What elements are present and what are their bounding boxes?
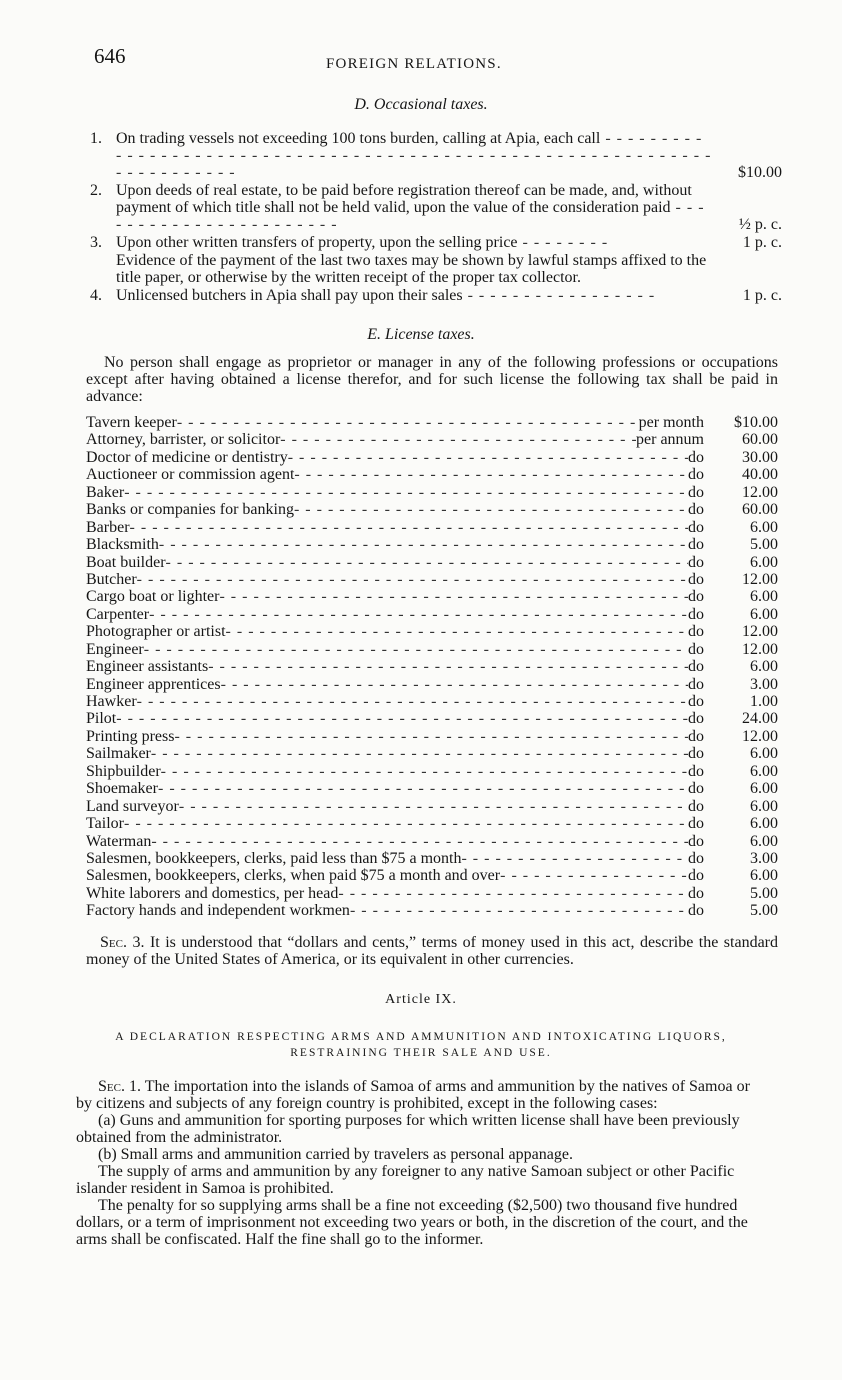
supply-paragraph: The supply of arms and ammunition by any foreigner to any native Samoan subject or other Pacific islander resident in Samoa is prohibited.: [76, 1163, 735, 1197]
license-row: [86, 763, 778, 780]
license-period: do: [688, 849, 704, 867]
license-occupation: Sailmaker: [86, 745, 151, 763]
license-period: do: [688, 745, 704, 763]
license-occupation: Shoemaker: [86, 780, 158, 798]
license-occupation: Waterman: [86, 832, 152, 850]
license-period: do: [688, 483, 704, 501]
license-period: per annum: [636, 431, 704, 449]
dot-leader: [461, 850, 688, 867]
license-period: do: [688, 518, 704, 536]
license-row: [86, 519, 778, 536]
license-fee: 60.00: [742, 431, 778, 449]
license-row: [86, 885, 778, 902]
license-period: do: [688, 553, 704, 571]
dot-leader: [137, 693, 688, 710]
license-row: [86, 815, 778, 832]
license-occupation: Land surveyor: [86, 797, 179, 815]
license-period: do: [688, 902, 704, 920]
license-fee: 6.00: [750, 780, 778, 798]
license-row: [86, 554, 778, 571]
occasional-note: Evidence of the payment of the last two taxes may be shown by lawful stamps affixed to the title paper, or otherwise by the written receipt of the proper tax collector.: [116, 252, 707, 286]
dot-leader: [144, 641, 688, 658]
dot-leader: [179, 798, 688, 815]
license-fee: 12.00: [742, 640, 778, 658]
license-row: [86, 850, 778, 867]
license-occupation: Salesmen, bookkeepers, clerks, when paid $75 a month and over: [86, 867, 501, 885]
dot-leader: [130, 519, 688, 536]
license-row: [86, 623, 778, 640]
license-occupation: Shipbuilder: [86, 762, 161, 780]
case-a: (a) Guns and ammunition for sporting purposes for which written license shall have been previously obtained from the administrator.: [76, 1112, 740, 1146]
license-fee: 6.00: [750, 745, 778, 763]
license-occupation: Butcher: [86, 570, 137, 588]
dot-leader: [294, 466, 688, 483]
dot-leader: [294, 501, 688, 518]
occasional-taxes-title: D. Occasional taxes.: [354, 96, 488, 113]
license-fee: 6.00: [750, 605, 778, 623]
section-3: Sec. 3. It is understood that “dollars and cents,” terms of money used in this act, describe the standard money of the United States of America, or its equivalent in other currencies.: [86, 934, 779, 968]
license-row: [86, 606, 778, 623]
license-occupation: Barber: [86, 518, 130, 536]
license-period: do: [688, 588, 704, 606]
license-fee: 5.00: [750, 536, 778, 554]
article-title: Article IX.: [385, 992, 457, 1007]
license-period: do: [688, 623, 704, 641]
license-occupation: Pilot: [86, 710, 117, 728]
license-fee: 60.00: [742, 501, 778, 519]
license-occupation: Tavern keeper: [86, 414, 177, 431]
license-occupation: Banks or companies for banking: [86, 501, 294, 519]
running-head: FOREIGN RELATIONS.: [326, 56, 502, 72]
license-occupation: Cargo boat or lighter: [86, 588, 220, 606]
license-taxes-title: E. License taxes.: [367, 326, 475, 343]
license-fee: 6.00: [750, 588, 778, 606]
license-period: do: [688, 570, 704, 588]
dot-leader: [208, 658, 688, 675]
dot-leader: [124, 815, 688, 832]
dot-leader: [288, 449, 688, 466]
license-fee: 6.00: [750, 832, 778, 850]
license-occupation: Engineer apprentices: [86, 675, 221, 693]
license-fee: 24.00: [742, 710, 778, 728]
license-fee: 6.00: [750, 797, 778, 815]
license-row: [86, 588, 778, 605]
license-occupation: Engineer: [86, 640, 144, 658]
article-heading-line-1: A DECLARATION RESPECTING ARMS AND AMMUNITION AND INTOXICATING LIQUORS,: [115, 1031, 727, 1043]
dot-leader: [161, 763, 688, 780]
dot-leader: [149, 606, 688, 623]
license-fee: 6.00: [750, 762, 778, 780]
license-fee: 6.00: [750, 658, 778, 676]
license-row: [86, 571, 778, 588]
license-row: [86, 501, 778, 518]
license-period: do: [688, 832, 704, 850]
page-number: 646: [94, 44, 126, 68]
dot-leader: [177, 414, 639, 431]
license-fee: 6.00: [750, 518, 778, 536]
dot-leader: [124, 484, 688, 501]
license-row: [86, 833, 778, 850]
license-row: [86, 710, 778, 727]
license-occupation: Attorney, barrister, or solicitor: [86, 431, 281, 449]
license-fee: 1.00: [750, 693, 778, 710]
article-heading-line-2: RESTRAINING THEIR SALE AND USE.: [290, 1047, 552, 1059]
license-fee: 3.00: [750, 675, 778, 693]
license-row: [86, 431, 778, 448]
license-period: do: [688, 780, 704, 798]
dot-leader: [226, 623, 688, 640]
license-occupation: Printing press: [86, 727, 175, 745]
license-occupation: Engineer assistants: [86, 658, 209, 676]
license-period: per month: [638, 414, 704, 431]
license-period: do: [688, 884, 704, 902]
case-b: (b) Small arms and ammunition carried by travelers as personal appanage.: [98, 1146, 573, 1163]
penalty-paragraph: The penalty for so supplying arms shall be a fine not exceeding ($2,500) two thousand five hundred dollars, or a term of imprisonment not exceeding two years or both, in the discretion of the court, and the arms shall be confiscated. Half the fine shall go to the informer.: [76, 1197, 748, 1248]
license-fee: 30.00: [742, 448, 778, 466]
license-row: [86, 658, 778, 675]
license-fee: 12.00: [742, 727, 778, 745]
occasional-item: 3. Upon other written transfers of property, upon the selling price - - - - - - - - 1 p. c.: [90, 234, 782, 251]
dot-leader: [280, 431, 636, 448]
license-period: do: [688, 693, 704, 710]
license-occupation: White laborers and domestics, per head: [86, 884, 339, 902]
license-row: [86, 466, 778, 483]
occasional-item: 4. Unlicensed butchers in Apia shall pay upon their sales - - - - - - - - - - - - - - - - - 1 p. c.: [90, 287, 782, 304]
dot-leader: [500, 867, 688, 884]
license-fee: 6.00: [750, 867, 778, 885]
license-row: [86, 641, 778, 658]
license-row: [86, 798, 778, 815]
dot-leader: [166, 554, 688, 571]
dot-leader: [151, 745, 688, 762]
license-occupation: Hawker: [86, 693, 137, 710]
license-period: do: [688, 605, 704, 623]
section-1: Sec. 1. The importation into the islands of Samoa of arms and ammunition by the natives of Samoa or by citizens and subjects of any foreign country is prohibited, except in the following cases:: [76, 1078, 750, 1112]
license-occupation: Tailor: [86, 815, 124, 833]
license-fee: 5.00: [750, 884, 778, 902]
license-fee: 6.00: [750, 815, 778, 833]
license-fee: 12.00: [742, 623, 778, 641]
dot-leader: [151, 833, 688, 850]
license-row: [86, 536, 778, 553]
license-row: [86, 902, 778, 919]
license-occupation: Factory hands and independent workmen: [86, 902, 350, 920]
license-period: do: [688, 762, 704, 780]
license-fee-table: [86, 414, 778, 920]
license-occupation: Doctor of medicine or dentistry: [86, 448, 288, 466]
license-fee: $10.00: [734, 414, 778, 431]
license-period: do: [688, 867, 704, 885]
license-intro: No person shall engage as proprietor or manager in any of the following professions or occupations except after having obtained a license therefor, and for such license the following tax shall be paid in advance:: [86, 354, 778, 405]
license-period: do: [688, 466, 704, 484]
dot-leader: [350, 902, 688, 919]
license-period: do: [688, 710, 704, 728]
license-fee: 3.00: [750, 849, 778, 867]
article-9-body: [76, 1078, 768, 1248]
license-fee: 12.00: [742, 483, 778, 501]
license-row: [86, 745, 778, 762]
dot-leader: [338, 885, 688, 902]
license-period: do: [688, 675, 704, 693]
dot-leader: [137, 571, 688, 588]
license-row: [86, 780, 778, 797]
license-fee: 40.00: [742, 466, 778, 484]
occasional-item: 1. On trading vessels not exceeding 100 tons burden, calling at Apia, each call - - - - - - - - - - - - - - - - - - - - - - - - - - - - - - - - - - - - - - - - - - - - - - - - - - - - - - - - - - - - - - - - - - - - - - - - - $10.00: [90, 130, 782, 181]
license-occupation: Baker: [86, 483, 125, 501]
license-row: [86, 693, 778, 710]
license-row: [86, 867, 778, 884]
license-period: do: [688, 815, 704, 833]
license-period: do: [688, 658, 704, 676]
license-occupation: Salesmen, bookkeepers, clerks, paid less than $75 a month: [86, 849, 462, 867]
dot-leader: [116, 710, 688, 727]
dot-leader: [158, 780, 688, 797]
license-occupation: Blacksmith: [86, 536, 159, 554]
dot-leader: [174, 728, 688, 745]
license-period: do: [688, 501, 704, 519]
license-period: do: [688, 448, 704, 466]
license-row: [86, 484, 778, 501]
dot-leader: [219, 588, 688, 605]
license-period: do: [688, 536, 704, 554]
license-row: [86, 728, 778, 745]
license-period: do: [688, 797, 704, 815]
occasional-item: 2. Upon deeds of real estate, to be paid before registration thereof can be made, and, without payment of which title shall not be held valid, upon the value of the consideration paid - - - - - - - - - - - - - - - - - - - - - - - ½ p. c.: [90, 182, 782, 233]
license-occupation: Carpenter: [86, 605, 150, 623]
dot-leader: [221, 676, 688, 693]
license-row: [86, 414, 778, 431]
license-fee: 12.00: [742, 570, 778, 588]
license-period: do: [688, 727, 704, 745]
dot-leader: [159, 536, 688, 553]
license-fee: 5.00: [750, 902, 778, 920]
license-occupation: Auctioneer or commission agent: [86, 466, 295, 484]
license-occupation: Boat builder: [86, 553, 166, 571]
occasional-taxes-list: [88, 130, 782, 305]
license-row: [86, 449, 778, 466]
license-row: [86, 676, 778, 693]
license-occupation: Photographer or artist: [86, 623, 226, 641]
license-fee: 6.00: [750, 553, 778, 571]
license-period: do: [688, 640, 704, 658]
